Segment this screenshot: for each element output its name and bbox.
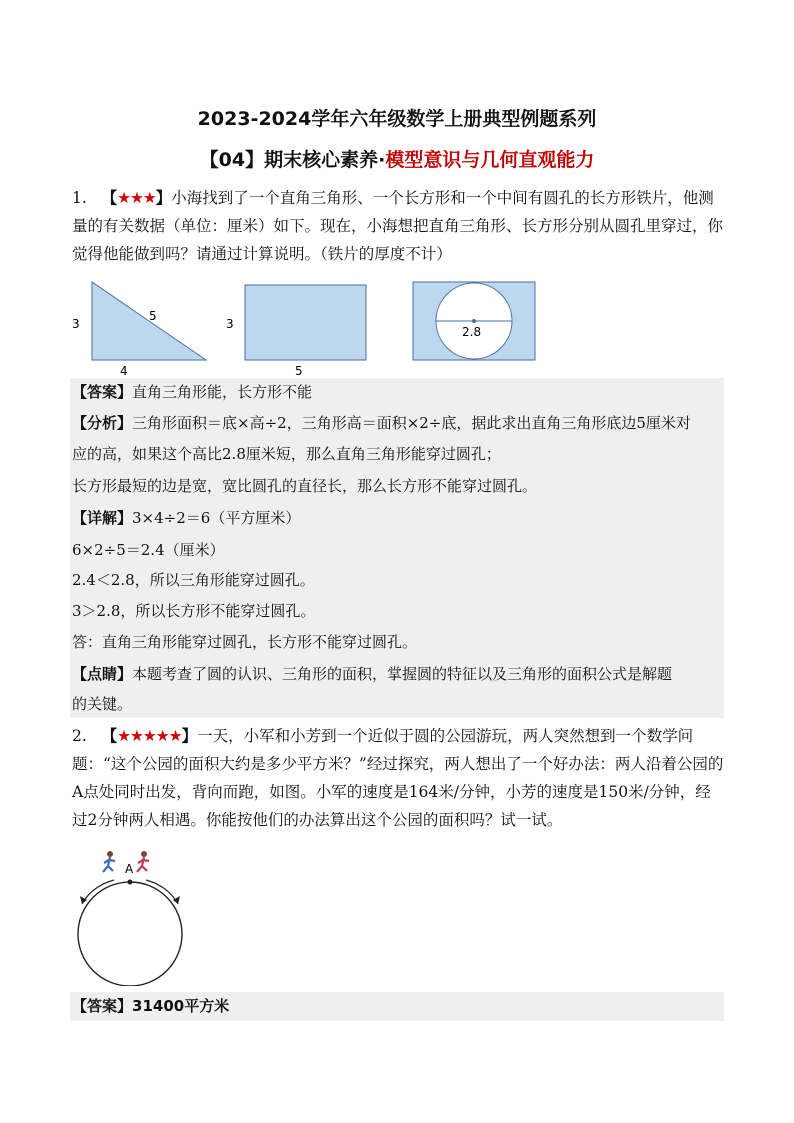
page-subtitle — [0, 145, 794, 172]
answer-row-2 — [72, 992, 724, 1020]
point-a-label: A — [125, 862, 134, 876]
triangle-bottom-label: 4 — [120, 364, 128, 378]
diameter-label: 2.8 — [462, 325, 482, 339]
analysis-row-1 — [72, 409, 724, 437]
rectangle-shape — [245, 285, 366, 360]
detail-text-1: 3×4÷2＝6（平方厘米） — [132, 509, 301, 527]
detail-row-1 — [72, 504, 724, 532]
question-1-text: 小海找到了一个直角三角形、一个长方形和一个中间有圆孔的长方形铁片，他测量的有关数据（单位：厘米）如下。现在，小海想把直角三角形、长方形分别从圆孔里穿过，你觉得他能做到吗？请通过计算说明。（铁片的厚度不计） — [72, 189, 724, 263]
circle-center-dot — [472, 319, 476, 323]
comment-row-1 — [72, 660, 724, 688]
analysis-text-1: 三角形面积＝底×高÷2，三角形高＝面积×2÷底，据此求出直角三角形底边5厘米对 — [132, 414, 691, 432]
park-circle — [78, 882, 182, 986]
question-2-number: 2. — [72, 727, 87, 745]
question-2 — [72, 722, 724, 834]
detail-row-3: 2.4＜2.8，所以三角形能穿过圆孔。 — [72, 571, 315, 589]
rect-left-label: 3 — [226, 317, 234, 331]
detail-row-2: 6×2÷5＝2.4（厘米） — [72, 541, 225, 559]
analysis-row-3: 长方形最短的边是宽，宽比圆孔的直径长，那么长方形不能穿过圆孔。 — [72, 477, 538, 495]
question-1 — [72, 184, 724, 268]
runner-left-icon — [103, 851, 115, 872]
subtitle-prefix: 【04】期末核心素养· — [199, 149, 386, 171]
bracket-open: 【 — [101, 727, 118, 745]
rect-bottom-label: 5 — [295, 364, 303, 378]
question-1-number: 1. — [72, 189, 87, 207]
left-arrow — [82, 880, 114, 904]
detail-label: 【详解】 — [72, 509, 133, 527]
triangle-hyp-label: 5 — [149, 309, 157, 323]
detail-row-4: 3＞2.8，所以长方形不能穿过圆孔。 — [72, 602, 316, 620]
answer-row — [72, 378, 724, 406]
point-a-dot — [128, 880, 133, 885]
subtitle-highlight: 模型意识与几何直观能力 — [385, 149, 595, 171]
park-figure — [70, 846, 200, 986]
bracket-close: 】 — [155, 189, 172, 207]
right-arrow — [146, 880, 178, 904]
answer-text: 直角三角形能，长方形不能 — [132, 383, 313, 401]
question-2-text: 一天，小军和小芳到一个近似于圆的公园游玩，两人突然想到一个数学问题：“这个公园的面积大约是多少平方米？”经过探究，两人想出了一个好办法：两人沿着公园的A点处同时出发，背向而跑，如图。小军的速度是164米/分钟，小芳的速度是150米/分钟，经过2分钟两人相遇。你能按他们的办法算出这个公园的面积吗？试一试。 — [72, 727, 724, 829]
triangle-left-label: 3 — [72, 317, 80, 331]
comment-label: 【点睛】 — [72, 665, 133, 683]
answer-label: 【答案】 — [72, 383, 133, 401]
answer-label: 【答案】 — [72, 997, 133, 1015]
difficulty-stars: ★★★ — [117, 189, 156, 207]
comment-text-1: 本题考查了圆的认识、三角形的面积，掌握圆的特征以及三角形的面积公式是解题 — [132, 665, 673, 683]
page-title: 2023-2024学年六年级数学上册典型例题系列 — [197, 108, 597, 130]
bracket-close: 】 — [181, 727, 198, 745]
analysis-row-2: 应的高，如果这个高比2.8厘米短，那么直角三角形能穿过圆孔； — [72, 445, 501, 463]
comment-row-2: 的关键。 — [72, 695, 133, 713]
bracket-open: 【 — [101, 189, 118, 207]
detail-row-5: 答：直角三角形能穿过圆孔，长方形不能穿过圆孔。 — [72, 633, 418, 651]
difficulty-stars: ★★★★★ — [117, 727, 182, 745]
question-1-figure — [70, 278, 550, 378]
analysis-label: 【分析】 — [72, 414, 133, 432]
answer-text: 31400平方米 — [132, 997, 230, 1015]
runner-right-icon — [137, 851, 149, 872]
